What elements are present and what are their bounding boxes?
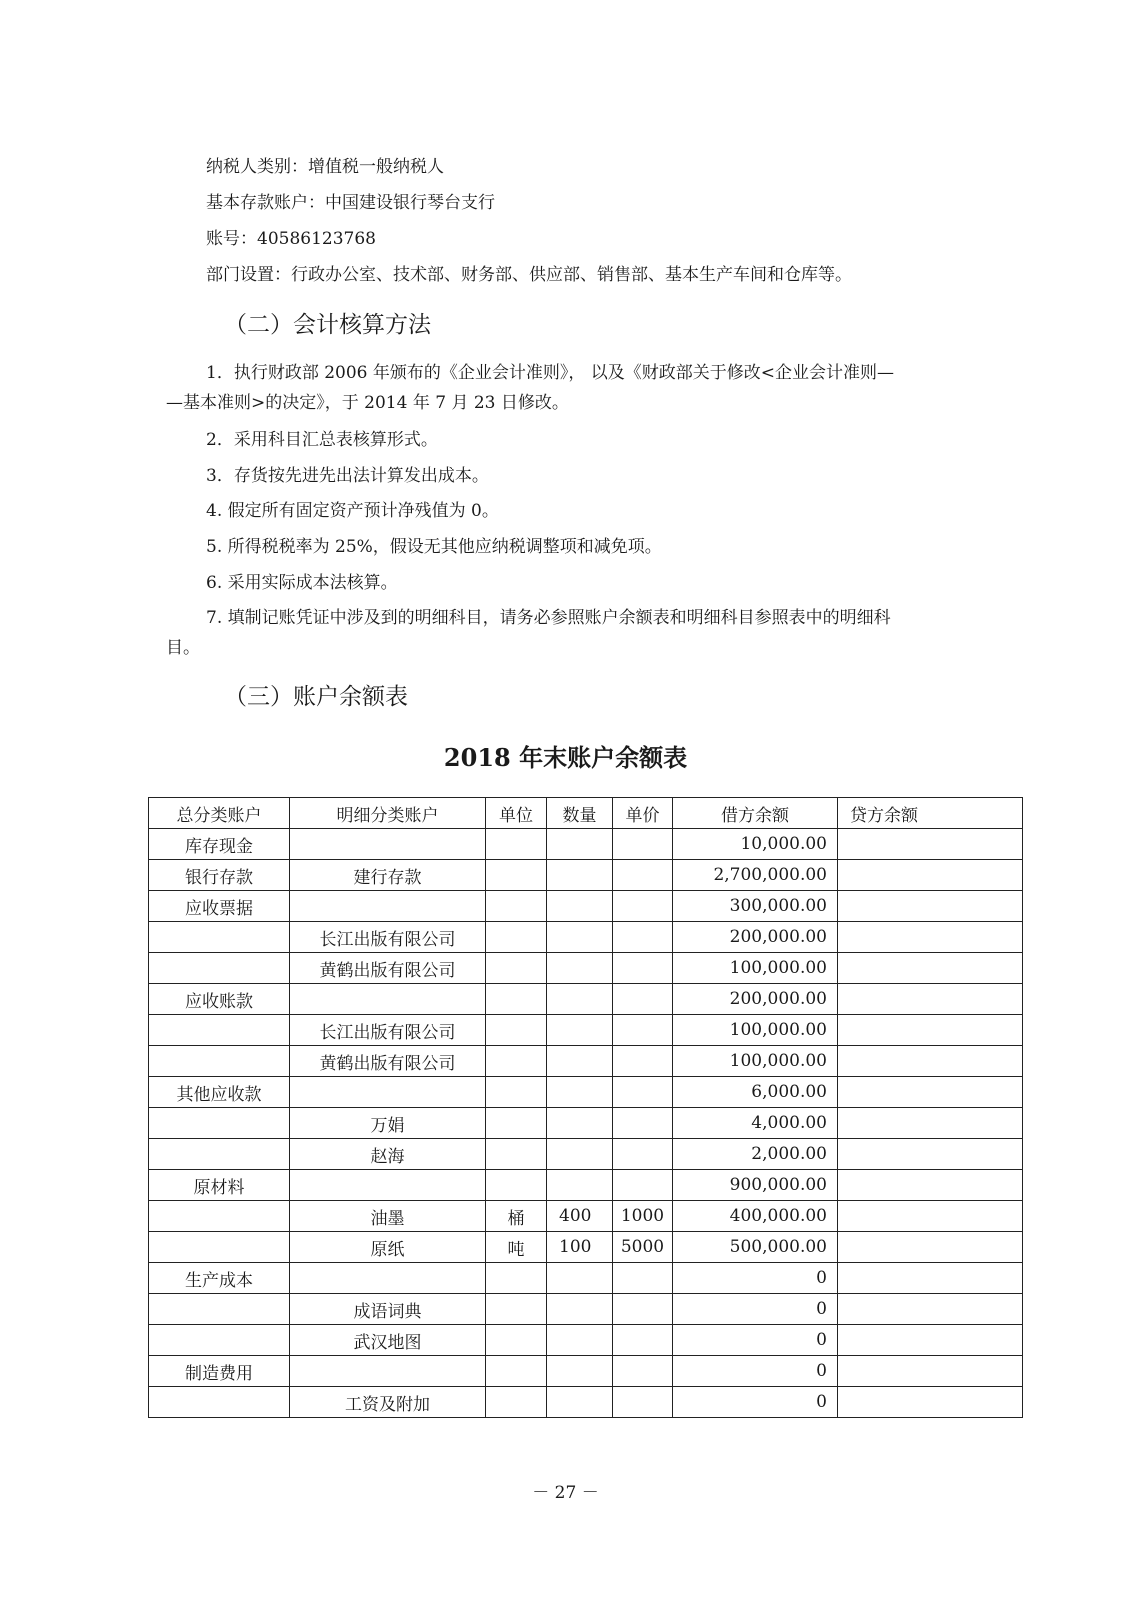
table-row	[149, 1108, 1023, 1139]
cell-detail-account: 黄鹤出版有限公司	[290, 1046, 486, 1077]
cell-unit-price	[613, 984, 673, 1015]
cell-general-account: 生产成本	[149, 1263, 290, 1294]
table-row	[149, 1294, 1023, 1325]
table-row	[149, 1263, 1023, 1294]
cell-quantity: 100	[547, 1232, 613, 1263]
cell-credit-balance	[838, 1325, 1023, 1356]
table-body	[149, 829, 1023, 1418]
method-item-5: 5. 所得税税率为 25%，假设无其他应纳税调整项和减免项。	[206, 537, 662, 557]
cell-credit-balance	[838, 922, 1023, 953]
cell-unit-price	[613, 1139, 673, 1170]
cell-unit	[486, 1387, 547, 1418]
table-row	[149, 1046, 1023, 1077]
header-debit-balance: 借方余额	[673, 798, 838, 829]
cell-debit-balance: 0	[673, 1387, 838, 1418]
cell-quantity	[547, 1015, 613, 1046]
cell-unit	[486, 1170, 547, 1201]
cell-detail-account: 赵海	[290, 1139, 486, 1170]
table-row	[149, 922, 1023, 953]
method-item-2: 2．采用科目汇总表核算形式。	[206, 430, 438, 450]
cell-general-account	[149, 1046, 290, 1077]
cell-general-account: 制造费用	[149, 1356, 290, 1387]
cell-quantity: 400	[547, 1201, 613, 1232]
cell-debit-balance: 200,000.00	[673, 984, 838, 1015]
cell-general-account	[149, 1387, 290, 1418]
cell-quantity	[547, 860, 613, 891]
cell-detail-account: 油墨	[290, 1201, 486, 1232]
cell-unit: 桶	[486, 1201, 547, 1232]
cell-credit-balance	[838, 860, 1023, 891]
table-header-row	[149, 798, 1023, 829]
cell-credit-balance	[838, 1263, 1023, 1294]
header-unit: 单位	[486, 798, 547, 829]
cell-quantity	[547, 953, 613, 984]
cell-credit-balance	[838, 1387, 1023, 1418]
section-heading-accounting-methods: （二）会计核算方法	[224, 312, 431, 338]
cell-general-account	[149, 1108, 290, 1139]
cell-debit-balance: 900,000.00	[673, 1170, 838, 1201]
cell-unit	[486, 1325, 547, 1356]
cell-general-account	[149, 922, 290, 953]
cell-debit-balance: 2,000.00	[673, 1139, 838, 1170]
cell-credit-balance	[838, 1356, 1023, 1387]
departments: 部门设置：行政办公室、技术部、财务部、供应部、销售部、基本生产车间和仓库等。	[206, 265, 852, 285]
cell-general-account	[149, 1201, 290, 1232]
cell-detail-account	[290, 891, 486, 922]
cell-debit-balance: 500,000.00	[673, 1232, 838, 1263]
bank-account: 基本存款账户：中国建设银行琴台支行	[206, 193, 495, 213]
cell-unit	[486, 1077, 547, 1108]
header-unit-price: 单价	[613, 798, 673, 829]
cell-unit	[486, 1046, 547, 1077]
cell-credit-balance	[838, 1294, 1023, 1325]
cell-credit-balance	[838, 953, 1023, 984]
cell-quantity	[547, 984, 613, 1015]
table-row	[149, 1356, 1023, 1387]
cell-unit	[486, 1294, 547, 1325]
cell-quantity	[547, 1139, 613, 1170]
table-row	[149, 1232, 1023, 1263]
method-item-1-cont: —基本准则>的决定》，于 2014 年 7 月 23 日修改。	[166, 393, 569, 413]
cell-debit-balance: 0	[673, 1325, 838, 1356]
cell-general-account	[149, 1325, 290, 1356]
cell-debit-balance: 0	[673, 1356, 838, 1387]
cell-general-account: 原材料	[149, 1170, 290, 1201]
account-number: 账号：40586123768	[206, 229, 376, 249]
cell-credit-balance	[838, 984, 1023, 1015]
header-quantity: 数量	[547, 798, 613, 829]
cell-debit-balance: 0	[673, 1294, 838, 1325]
cell-unit-price	[613, 953, 673, 984]
cell-unit-price	[613, 891, 673, 922]
cell-credit-balance	[838, 829, 1023, 860]
cell-debit-balance: 10,000.00	[673, 829, 838, 860]
cell-detail-account: 黄鹤出版有限公司	[290, 953, 486, 984]
cell-credit-balance	[838, 1108, 1023, 1139]
cell-unit-price: 1000	[613, 1201, 673, 1232]
cell-unit-price	[613, 1015, 673, 1046]
cell-unit-price	[613, 1356, 673, 1387]
table-title: 2018 年末账户余额表	[443, 743, 688, 772]
cell-credit-balance	[838, 1015, 1023, 1046]
cell-unit-price: 5000	[613, 1232, 673, 1263]
cell-quantity	[547, 922, 613, 953]
cell-debit-balance: 2,700,000.00	[673, 860, 838, 891]
header-detail-account: 明细分类账户	[290, 798, 486, 829]
cell-quantity	[547, 1077, 613, 1108]
cell-general-account: 应收票据	[149, 891, 290, 922]
cell-quantity	[547, 829, 613, 860]
cell-debit-balance: 400,000.00	[673, 1201, 838, 1232]
balance-table	[148, 797, 1023, 1418]
cell-unit-price	[613, 1294, 673, 1325]
header-credit-balance: 贷方余额	[838, 798, 1023, 829]
cell-credit-balance	[838, 1170, 1023, 1201]
cell-credit-balance	[838, 1139, 1023, 1170]
cell-detail-account	[290, 829, 486, 860]
cell-unit-price	[613, 1325, 673, 1356]
table-row	[149, 1325, 1023, 1356]
table-row	[149, 953, 1023, 984]
cell-quantity	[547, 1325, 613, 1356]
cell-unit	[486, 891, 547, 922]
table-row	[149, 1015, 1023, 1046]
cell-unit	[486, 829, 547, 860]
cell-unit-price	[613, 1387, 673, 1418]
cell-detail-account	[290, 984, 486, 1015]
cell-unit	[486, 1263, 547, 1294]
cell-unit	[486, 1108, 547, 1139]
table-row	[149, 1201, 1023, 1232]
cell-unit-price	[613, 829, 673, 860]
table-row	[149, 860, 1023, 891]
cell-debit-balance: 300,000.00	[673, 891, 838, 922]
cell-credit-balance	[838, 1232, 1023, 1263]
table-row	[149, 1170, 1023, 1201]
cell-detail-account	[290, 1356, 486, 1387]
cell-unit	[486, 984, 547, 1015]
section-heading-balance-table: （三）账户余额表	[224, 684, 408, 710]
cell-unit-price	[613, 1046, 673, 1077]
cell-debit-balance: 4,000.00	[673, 1108, 838, 1139]
cell-quantity	[547, 1108, 613, 1139]
cell-unit	[486, 1356, 547, 1387]
cell-unit	[486, 1015, 547, 1046]
cell-credit-balance	[838, 1046, 1023, 1077]
cell-detail-account: 原纸	[290, 1232, 486, 1263]
cell-quantity	[547, 1294, 613, 1325]
method-item-7: 7. 填制记账凭证中涉及到的明细科目，请务必参照账户余额表和明细科目参照表中的明细科	[206, 608, 891, 628]
cell-unit-price	[613, 860, 673, 891]
cell-debit-balance: 100,000.00	[673, 1015, 838, 1046]
cell-quantity	[547, 1387, 613, 1418]
cell-debit-balance: 6,000.00	[673, 1077, 838, 1108]
cell-general-account	[149, 1139, 290, 1170]
cell-credit-balance	[838, 1201, 1023, 1232]
cell-detail-account	[290, 1170, 486, 1201]
cell-credit-balance	[838, 891, 1023, 922]
cell-detail-account: 工资及附加	[290, 1387, 486, 1418]
cell-general-account	[149, 1232, 290, 1263]
method-item-3: 3．存货按先进先出法计算发出成本。	[206, 466, 489, 486]
table-row	[149, 984, 1023, 1015]
method-item-7-cont: 目。	[166, 638, 200, 658]
cell-quantity	[547, 1356, 613, 1387]
page-number: － 27 －	[532, 1483, 599, 1503]
cell-general-account: 银行存款	[149, 860, 290, 891]
cell-detail-account: 长江出版有限公司	[290, 922, 486, 953]
cell-unit-price	[613, 1170, 673, 1201]
method-item-6: 6. 采用实际成本法核算。	[206, 573, 398, 593]
cell-unit-price	[613, 1077, 673, 1108]
cell-unit-price	[613, 1263, 673, 1294]
cell-quantity	[547, 1263, 613, 1294]
method-item-4: 4. 假定所有固定资产预计净残值为 0。	[206, 501, 499, 521]
table-row	[149, 1387, 1023, 1418]
cell-unit: 吨	[486, 1232, 547, 1263]
cell-unit-price	[613, 922, 673, 953]
table-row	[149, 829, 1023, 860]
cell-quantity	[547, 891, 613, 922]
header-general-account: 总分类账户	[149, 798, 290, 829]
cell-general-account	[149, 1015, 290, 1046]
cell-quantity	[547, 1046, 613, 1077]
cell-debit-balance: 100,000.00	[673, 1046, 838, 1077]
cell-detail-account: 长江出版有限公司	[290, 1015, 486, 1046]
cell-unit	[486, 953, 547, 984]
cell-unit	[486, 1139, 547, 1170]
cell-debit-balance: 200,000.00	[673, 922, 838, 953]
cell-detail-account: 万娟	[290, 1108, 486, 1139]
table-row	[149, 891, 1023, 922]
method-item-1: 1．执行财政部 2006 年颁布的《企业会计准则》， 以及《财政部关于修改<企业会计准则—	[206, 363, 895, 383]
cell-credit-balance	[838, 1077, 1023, 1108]
cell-debit-balance: 100,000.00	[673, 953, 838, 984]
cell-detail-account	[290, 1263, 486, 1294]
cell-general-account: 应收账款	[149, 984, 290, 1015]
cell-debit-balance: 0	[673, 1263, 838, 1294]
cell-detail-account: 武汉地图	[290, 1325, 486, 1356]
cell-unit-price	[613, 1108, 673, 1139]
cell-quantity	[547, 1170, 613, 1201]
cell-general-account	[149, 1294, 290, 1325]
cell-detail-account: 成语词典	[290, 1294, 486, 1325]
table-row	[149, 1139, 1023, 1170]
cell-detail-account	[290, 1077, 486, 1108]
cell-general-account: 其他应收款	[149, 1077, 290, 1108]
taxpayer-type: 纳税人类别：增值税一般纳税人	[206, 157, 444, 177]
cell-detail-account: 建行存款	[290, 860, 486, 891]
cell-unit	[486, 922, 547, 953]
cell-general-account	[149, 953, 290, 984]
cell-unit	[486, 860, 547, 891]
cell-general-account: 库存现金	[149, 829, 290, 860]
table-row	[149, 1077, 1023, 1108]
